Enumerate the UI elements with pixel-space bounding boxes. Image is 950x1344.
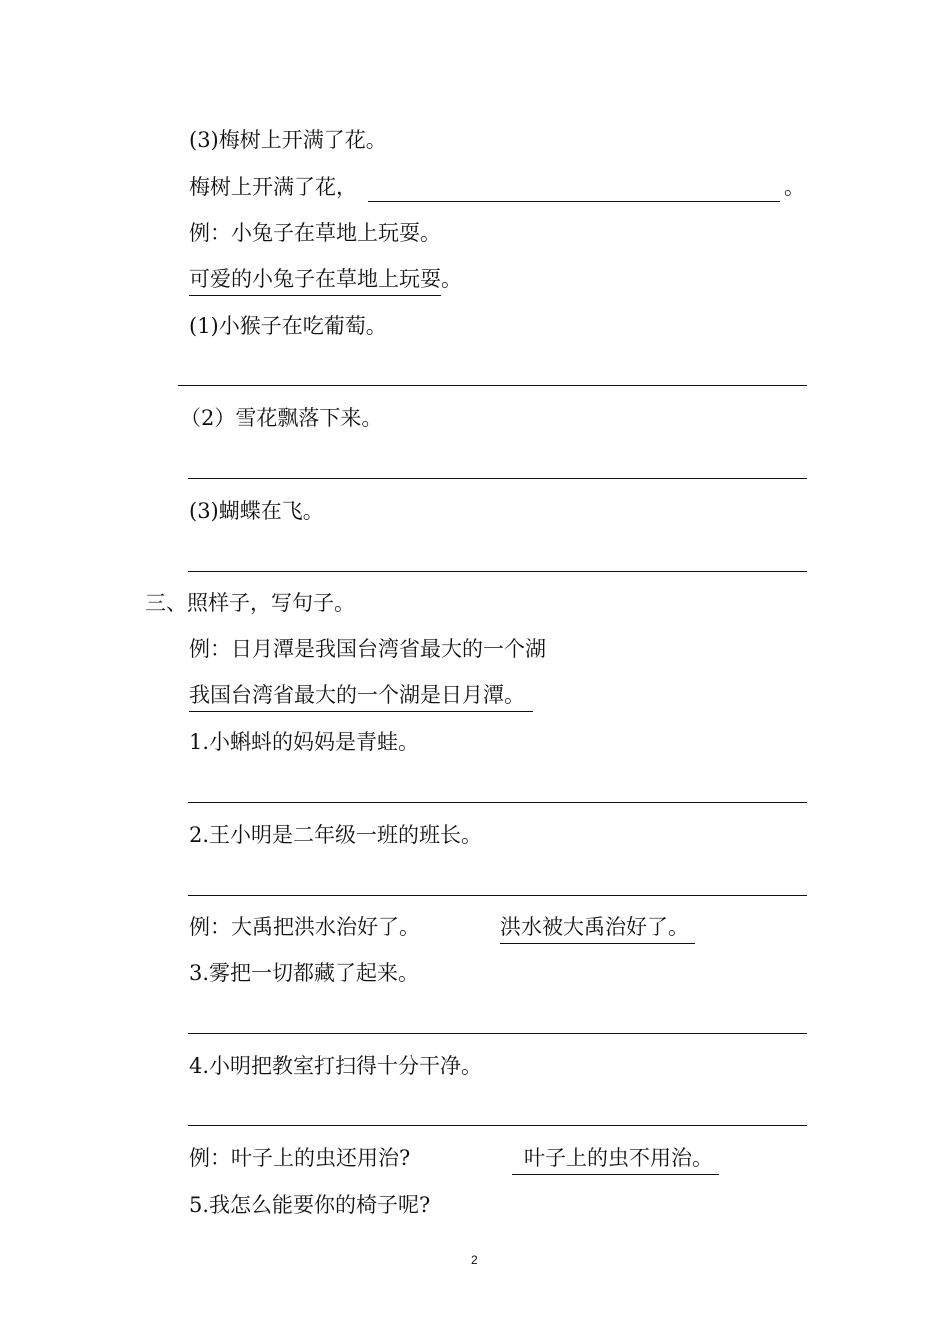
item-p3-3-answer-line[interactable]	[188, 1033, 807, 1034]
example-2-label: 例：大禹把洪水治好了。	[189, 915, 420, 939]
item-p3-2-answer-line[interactable]	[188, 895, 807, 896]
item-p3-1-answer-line[interactable]	[188, 802, 807, 803]
question-3-fill-start: 梅树上开满了花，	[189, 175, 357, 199]
example-2-answer: 洪水被大禹治好了。	[500, 915, 695, 944]
example-3-label: 例：叶子上的虫还用治?	[189, 1146, 411, 1170]
example-answer: 可爱的小兔子在草地上玩耍	[189, 267, 441, 296]
item-1-prompt: (1)小猴子在吃葡萄。	[189, 314, 387, 338]
item-p3-4-prompt: 4.小明把教室打扫得十分干净。	[189, 1054, 483, 1078]
item-p3-1-prompt: 1.小蝌蚪的妈妈是青蛙。	[189, 730, 420, 754]
example-1-answer: 我国台湾省最大的一个湖是日月潭。	[189, 683, 533, 712]
item-1-answer-line[interactable]	[178, 385, 807, 386]
item-p3-5-prompt: 5.我怎么能要你的椅子呢?	[189, 1193, 431, 1217]
example-3-answer-row	[512, 1148, 719, 1169]
item-3-prompt: (3)蝴蝶在飞。	[189, 499, 324, 523]
example-2-answer-row	[500, 917, 695, 938]
example-label: 例：小兔子在草地上玩耍。	[189, 221, 441, 245]
question-3-fill-end: 。	[784, 175, 805, 199]
item-3-answer-line[interactable]	[188, 571, 807, 572]
page-number: 2	[471, 1253, 478, 1267]
question-3-answer-line[interactable]	[368, 201, 780, 202]
item-p3-4-answer-line[interactable]	[188, 1125, 807, 1126]
item-2-prompt: （2）雪花飘落下来。	[180, 406, 383, 430]
section-3-heading: 三、照样子，写句子。	[145, 591, 355, 615]
question-3-prompt: (3)梅树上开满了花。	[189, 128, 387, 152]
item-2-answer-line[interactable]	[188, 478, 807, 479]
example-1-answer-row	[189, 685, 533, 706]
item-p3-3-prompt: 3.雾把一切都藏了起来。	[189, 961, 420, 985]
example-answer-row	[189, 269, 462, 290]
example-3-answer: 叶子上的虫不用治。	[512, 1146, 719, 1175]
item-p3-2-prompt: 2.王小明是二年级一班的班长。	[189, 823, 483, 847]
example-1-label: 例：日月潭是我国台湾省最大的一个湖	[189, 637, 546, 661]
example-answer-end: 。	[441, 267, 462, 291]
